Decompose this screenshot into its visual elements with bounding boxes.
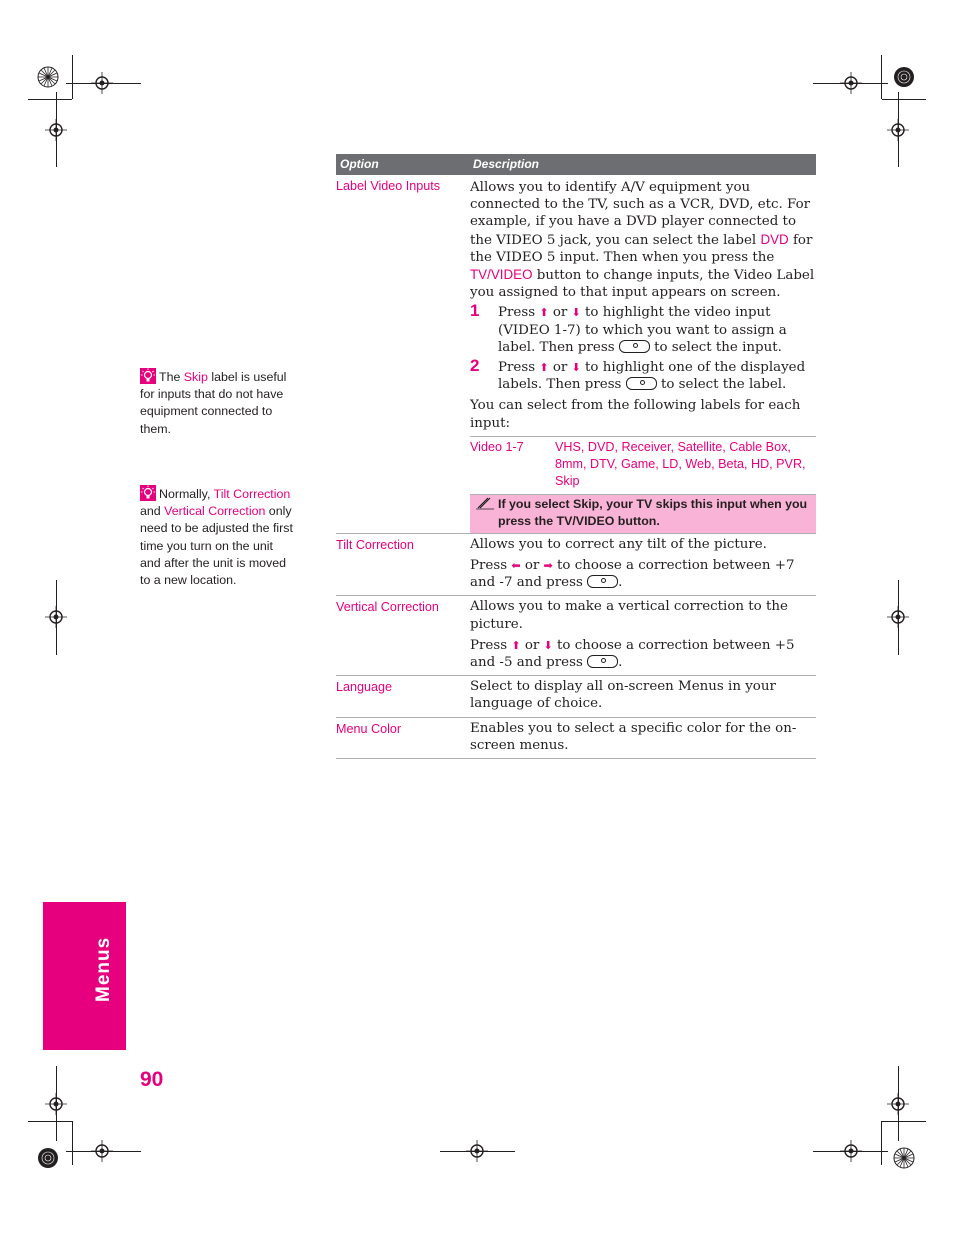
sub-values: VHS, DVD, Receiver, Satellite, Cable Box, 8mm, DTV, Game, LD, Web, Beta, HD, PVR, Skip	[555, 439, 806, 488]
sub-label: Video 1-7	[470, 439, 524, 454]
step-number: 2	[470, 356, 480, 376]
registration-mark-icon	[893, 66, 915, 88]
pencil-note-icon	[475, 496, 495, 510]
table-row-vertical-correction	[336, 596, 816, 676]
tip-text: label is useful for inputs that do not have equipment connected to them.	[140, 370, 287, 436]
note-text: If you select Skip, your TV skips this input when you press the TV/VIDEO button.	[498, 496, 808, 528]
option-label: Menu Color	[336, 721, 402, 736]
select-button-icon	[587, 655, 618, 668]
note-box	[470, 494, 816, 533]
description-text: Allows you to make a vertical correction to the picture.	[470, 599, 788, 632]
labels-subtable	[470, 436, 816, 494]
description-text: Enables you to select a specific color for the on-screen menus.	[470, 720, 797, 753]
arrow-up-icon: ⬆	[539, 361, 549, 375]
lightbulb-icon	[140, 368, 156, 384]
arrow-down-icon: ⬇	[571, 306, 581, 320]
arrow-up-icon: ⬆	[539, 306, 549, 320]
arrow-right-icon: ➡	[543, 559, 553, 573]
table-row-tilt-correction	[336, 534, 816, 597]
option-label: Label Video Inputs	[336, 179, 441, 193]
table-row-language	[336, 676, 816, 717]
table-row-menu-color	[336, 718, 816, 759]
arrow-down-icon: ⬇	[571, 361, 581, 375]
header-option: Option	[340, 157, 379, 171]
tip-text: and	[140, 504, 165, 519]
step-number: 1	[470, 301, 480, 321]
select-button-icon	[619, 340, 650, 353]
tip-text: only need to be adjusted the first time you turn on the unit and after the unit is moved to a new location.	[140, 504, 293, 588]
table-header	[336, 154, 816, 175]
arrow-down-icon: ⬇	[543, 638, 553, 652]
table-row-label-video-inputs	[336, 175, 816, 534]
description-text: Press ⬆ or ⬇ to choose a correction between +5 and -5 and press .	[470, 637, 795, 671]
description-text: Select to display all on-screen Menus in your language of choice.	[470, 679, 776, 712]
section-tab-label: Menus	[93, 936, 114, 1002]
tip-text: The	[159, 370, 184, 384]
description-text: Allows you to identify A/V equipment you connected to the TV, such as a VCR, DVD, etc. For example, if you have a DVD player connected to the VIDEO 5 jack, you can select the label DVD for the VIDEO 5 input. Then when you press the TV/VIDEO button to change inputs, the Video Label you assigned to that input appears on screen.	[470, 180, 815, 301]
option-label: Vertical Correction	[336, 600, 439, 615]
option-label: Language	[336, 680, 393, 695]
tip-tilt	[140, 485, 296, 589]
tip-skip	[140, 368, 296, 438]
registration-mark-icon	[893, 1147, 915, 1169]
tip-highlight: Tilt Correction	[213, 487, 291, 501]
select-labels-text: You can select from the following labels for each input:	[470, 398, 801, 431]
lightbulb-icon	[140, 485, 156, 501]
select-button-icon	[587, 575, 618, 588]
tip-highlight: Vertical Correction	[164, 504, 266, 519]
description-text: Allows you to correct any tilt of the picture.	[470, 536, 767, 552]
page-number: 90	[140, 1068, 164, 1091]
select-button-icon	[626, 377, 657, 390]
arrow-left-icon: ⬅	[511, 559, 521, 573]
step-2: 2 Press ⬆ or ⬇ to highlight one of the displayed labels. Then press to select the label.	[470, 356, 806, 393]
arrow-up-icon: ⬆	[511, 638, 521, 652]
options-table	[336, 154, 816, 759]
description-text: Press ⬅ or ➡ to choose a correction between +7 and -7 and press .	[470, 558, 795, 591]
step-1: 1 Press ⬆ or ⬇ to highlight the video input (VIDEO 1-7) to which you want to assign a label. Then press to select the input.	[470, 301, 787, 355]
tip-text: Normally,	[159, 487, 214, 501]
header-description: Description	[473, 157, 540, 171]
tip-highlight: Skip	[183, 370, 208, 384]
registration-mark-icon	[37, 66, 59, 88]
registration-mark-icon	[37, 1147, 59, 1169]
option-label: Tilt Correction	[336, 537, 414, 552]
